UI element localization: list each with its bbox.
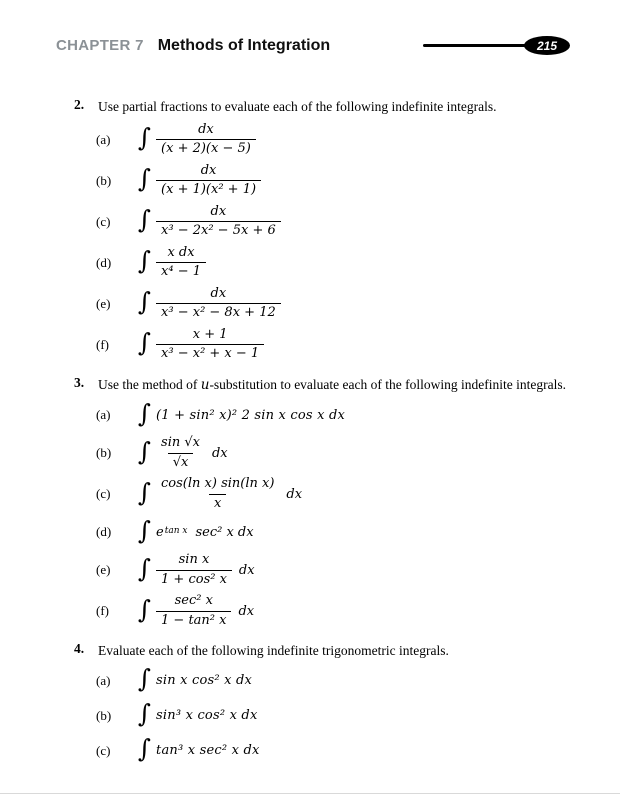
expression: tan³ x sec² x dx <box>156 743 260 759</box>
problem-4-items <box>86 666 574 766</box>
integral-sign: ∫ <box>138 398 152 428</box>
fraction-denominator: x³ − 2x² − 5x + 6 <box>156 221 281 239</box>
fraction-denominator: x <box>209 494 226 512</box>
problem-prompt <box>98 375 566 396</box>
exercise-item-2a <box>86 122 574 158</box>
chapter-title: Methods of Integration <box>157 36 331 54</box>
integral-expression <box>138 699 258 729</box>
fraction <box>156 245 206 281</box>
problem-2 <box>74 97 574 363</box>
integral-sign: ∫ <box>138 123 152 153</box>
item-label: (a) <box>96 407 111 423</box>
integral-expression <box>138 476 302 512</box>
integral-expression <box>138 552 255 588</box>
exponential-base: e <box>156 524 164 540</box>
page-header <box>0 0 620 55</box>
item-label: (c) <box>96 742 111 758</box>
fraction-denominator: x³ − x² − 8x + 12 <box>156 303 281 321</box>
exercise-item-2c <box>86 204 574 240</box>
page-number-badge: 215 <box>524 36 570 55</box>
item-label: (e) <box>96 562 111 578</box>
page-bottom-edge <box>0 793 620 794</box>
problem-4-head <box>74 641 574 661</box>
fraction <box>156 552 232 588</box>
fraction <box>156 327 264 363</box>
integral-sign: ∫ <box>138 287 152 317</box>
fraction-denominator: √x <box>168 453 194 471</box>
fraction <box>156 593 231 629</box>
integral-expression <box>138 398 346 428</box>
item-label: (c) <box>96 486 111 502</box>
exercise-item-4c <box>86 736 574 766</box>
chapter-label: CHAPTER 7 <box>56 37 144 54</box>
fraction <box>156 204 281 240</box>
item-label: (b) <box>96 707 112 723</box>
integral-expression <box>138 204 281 240</box>
integral-expression <box>138 435 228 471</box>
header-rule <box>423 44 527 47</box>
fraction-numerator: sin x <box>178 552 210 568</box>
problem-prompt: Use partial fractions to evaluate each of the following indefinite integrals. <box>98 99 497 114</box>
item-label: (b) <box>96 172 112 188</box>
fraction-numerator: dx <box>210 285 227 301</box>
exercise-item-4a <box>86 666 574 696</box>
item-label: (d) <box>96 524 112 540</box>
item-label: (a) <box>96 672 111 688</box>
fraction-numerator: x dx <box>167 244 195 260</box>
fraction-numerator: sin √x <box>161 435 200 451</box>
integral-sign: ∫ <box>138 436 152 466</box>
problem-3-items <box>86 400 574 629</box>
fraction-numerator: sec² x <box>174 593 213 609</box>
exercise-item-2e <box>86 286 574 322</box>
page-content <box>0 55 620 766</box>
item-label: (b) <box>96 445 112 461</box>
integral-expression <box>138 593 254 629</box>
fraction-numerator: dx <box>198 121 214 137</box>
exercise-item-3b <box>86 435 574 471</box>
integral-expression <box>138 664 253 694</box>
integral-sign: ∫ <box>138 477 152 507</box>
integral-expression <box>138 245 206 281</box>
fraction <box>156 476 279 512</box>
integral-sign: ∫ <box>138 553 152 583</box>
integral-sign: ∫ <box>138 328 152 358</box>
problem-2-items <box>86 122 574 363</box>
integral-sign: ∫ <box>138 246 152 276</box>
fraction-denominator: 1 + cos² x <box>156 570 232 588</box>
integral-sign: ∫ <box>138 664 152 694</box>
problem-number: 4. <box>74 641 85 657</box>
exercise-item-4b <box>86 701 574 731</box>
item-label: (e) <box>96 295 111 311</box>
fraction-denominator: x⁴ − 1 <box>156 262 206 280</box>
prompt-pre: Use the method of <box>98 376 201 392</box>
fraction <box>156 163 261 199</box>
integral-expression <box>138 122 256 158</box>
expression: sin x cos² x dx <box>156 673 253 689</box>
exercise-item-3c <box>86 476 574 512</box>
integral-expression <box>138 327 264 363</box>
exercise-item-3d <box>86 517 574 547</box>
exercise-item-3f <box>86 593 574 629</box>
prompt-variable: u <box>200 376 210 393</box>
problem-3 <box>74 375 574 630</box>
item-label: (d) <box>96 254 112 270</box>
fraction <box>156 435 205 471</box>
header-rule-wrap <box>423 36 570 55</box>
fraction-denominator: 1 − tan² x <box>156 611 231 629</box>
problem-prompt: Evaluate each of the following indefinite trigonometric integrals. <box>98 643 449 659</box>
fraction-numerator: x + 1 <box>192 326 228 342</box>
integral-sign: ∫ <box>138 594 152 624</box>
problem-number: 2. <box>74 97 85 112</box>
differential: dx <box>211 445 228 461</box>
exponent: tan x <box>164 526 188 537</box>
problem-3-head <box>74 375 574 396</box>
problem-number: 3. <box>74 374 85 390</box>
fraction-denominator: x³ − x² + x − 1 <box>156 344 264 362</box>
integral-expression <box>138 515 254 545</box>
exercise-item-3a <box>86 400 574 430</box>
integral-expression <box>138 286 281 322</box>
fraction-numerator: cos(ln x) sin(ln x) <box>161 476 275 492</box>
integral-sign: ∫ <box>138 164 152 194</box>
exercise-item-2f <box>86 327 574 363</box>
prompt-post: -substitution to evaluate each of the following indefinite integrals. <box>209 376 566 392</box>
differential: dx <box>238 603 255 619</box>
problem-2-head <box>74 97 574 117</box>
item-label: (c) <box>96 213 111 229</box>
expression-tail: sec² x dx <box>195 524 254 540</box>
exercise-item-2b <box>86 163 574 199</box>
fraction-numerator: dx <box>200 162 217 178</box>
exercise-item-3e <box>86 552 574 588</box>
fraction <box>156 286 281 322</box>
integral-sign: ∫ <box>138 515 152 545</box>
integral-expression <box>138 163 261 199</box>
problem-4 <box>74 641 574 766</box>
fraction-denominator: (x + 2)(x − 5) <box>156 139 256 157</box>
integral-sign: ∫ <box>138 734 152 764</box>
expression: sin³ x cos² x dx <box>156 708 258 724</box>
item-label: (f) <box>96 603 109 619</box>
item-label: (a) <box>96 131 111 147</box>
integral-sign: ∫ <box>138 205 152 235</box>
fraction-numerator: dx <box>210 203 227 219</box>
expression: (1 + sin² x)² 2 sin x cos x dx <box>156 407 346 423</box>
exercise-item-2d <box>86 245 574 281</box>
differential: dx <box>238 562 255 578</box>
differential: dx <box>286 486 303 502</box>
integral-expression <box>138 734 260 764</box>
item-label: (f) <box>96 336 109 352</box>
integral-sign: ∫ <box>138 699 152 729</box>
fraction <box>156 122 256 158</box>
fraction-denominator: (x + 1)(x² + 1) <box>156 180 261 198</box>
